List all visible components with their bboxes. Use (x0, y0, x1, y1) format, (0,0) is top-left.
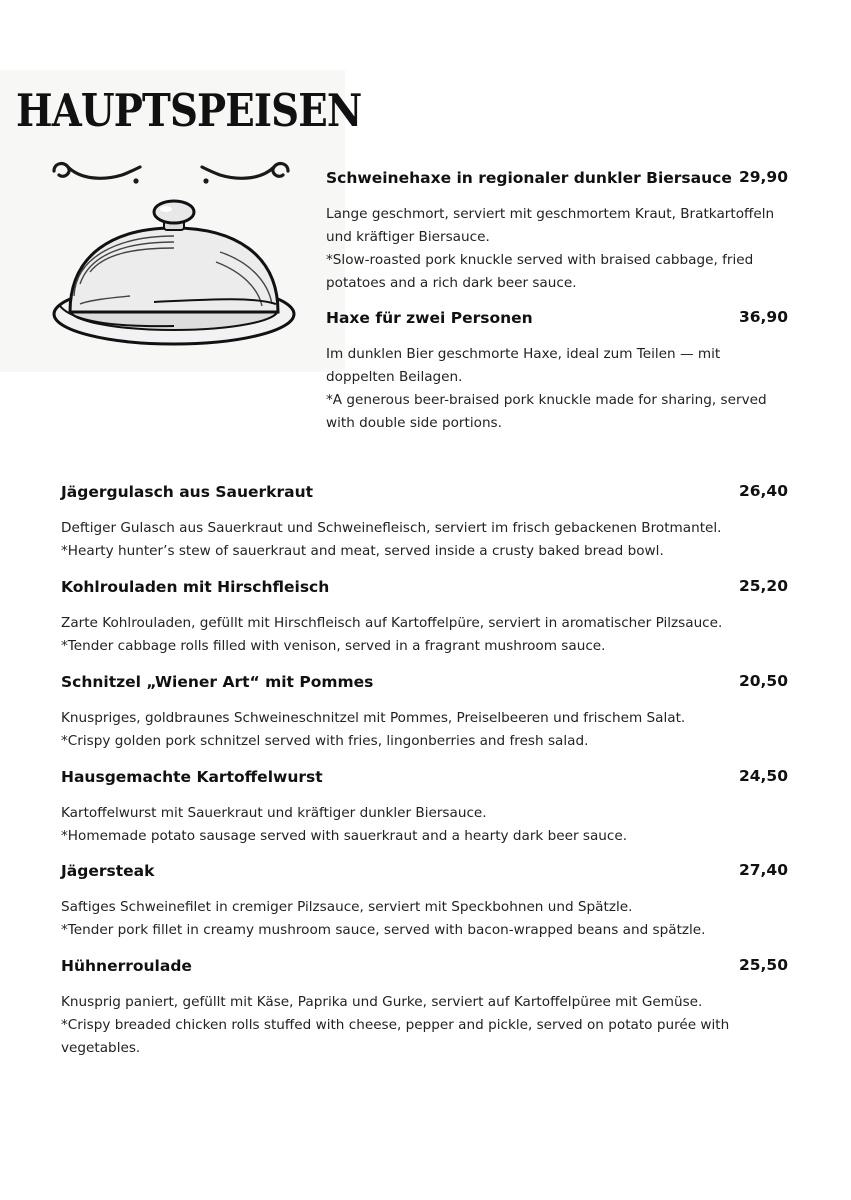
page-title: HAUPTSPEISEN (16, 84, 362, 137)
dish-price: 36,90 (738, 308, 788, 326)
dish-name: Haxe für zwei Personen (326, 309, 533, 327)
dish-description: Knusprig paniert, gefüllt mit Käse, Paprika und Gurke, serviert auf Kartoffelpüree mit Gemüse. *Crispy breaded chicken rolls stuffed with cheese, pepper and pickle, served on potato purée with vegetables. (61, 994, 730, 1056)
menu-item (61, 861, 788, 942)
dish-price: 24,50 (738, 767, 788, 785)
menu-item (61, 577, 788, 658)
dish-name: Schnitzel „Wiener Art“ mit Pommes (61, 673, 374, 691)
dish-name: Jägergulasch aus Sauerkraut (61, 483, 314, 501)
cloche-platter-icon (50, 192, 298, 360)
dish-description: Saftiges Schweinefilet in cremiger Pilzsauce, serviert mit Speckbohnen und Spätzle. *Tender pork fillet in creamy mushroom sauce, served with bacon-wrapped beans and spätzle. (61, 899, 706, 938)
dish-name: Hausgemachte Kartoffelwurst (61, 768, 323, 786)
dish-price: 20,50 (738, 672, 788, 690)
menu-item (61, 672, 788, 753)
menu-item (326, 168, 788, 295)
dish-price: 25,50 (738, 956, 788, 974)
menu-item (326, 308, 788, 435)
menu-item (61, 767, 788, 848)
dish-description: Zarte Kohlrouladen, gefüllt mit Hirschfleisch auf Kartoffelpüre, serviert in aromatischer Pilzsauce. *Tender cabbage rolls filled with venison, served in a fragrant mushroom sauce. (61, 615, 723, 654)
dish-name: Schweinehaxe in regionaler dunkler Biersauce (326, 169, 732, 187)
menu-item (61, 482, 788, 563)
dish-description: Knuspriges, goldbraunes Schweineschnitzel mit Pommes, Preiselbeeren und frischem Salat. *Crispy golden pork schnitzel served with fries, lingonberries and fresh salad. (61, 710, 686, 749)
dish-description: Kartoffelwurst mit Sauerkraut und kräftiger dunkler Biersauce. *Homemade potato sausage served with sauerkraut and a hearty dark beer sauce. (61, 805, 628, 844)
dish-name: Hühnerroulade (61, 957, 192, 975)
dish-name: Kohlrouladen mit Hirschfleisch (61, 578, 330, 596)
dish-price: 27,40 (738, 861, 788, 879)
dish-price: 29,90 (738, 168, 788, 186)
dish-description: Deftiger Gulasch aus Sauerkraut und Schweinefleisch, serviert im frisch gebackenen Brotmantel. *Hearty hunter’s stew of sauerkraut and meat, served inside a crusty baked bread bowl. (61, 520, 722, 559)
dish-price: 26,40 (738, 482, 788, 500)
menu-item (61, 956, 788, 1060)
dish-price: 25,20 (738, 577, 788, 595)
dish-description: Im dunklen Bier geschmorte Haxe, ideal zum Teilen — mit doppelten Beilagen. *A generous beer-braised pork knuckle made for sharing, served with double side portions. (326, 346, 767, 431)
scroll-ornament-icon (40, 155, 302, 187)
dish-description: Lange geschmort, serviert mit geschmortem Kraut, Bratkartoffeln und kräftiger Biersauce. *Slow-roasted pork knuckle served with braised cabbage, fried potatoes and a rich dark beer sauce. (326, 206, 775, 291)
dish-name: Jägersteak (61, 862, 155, 880)
